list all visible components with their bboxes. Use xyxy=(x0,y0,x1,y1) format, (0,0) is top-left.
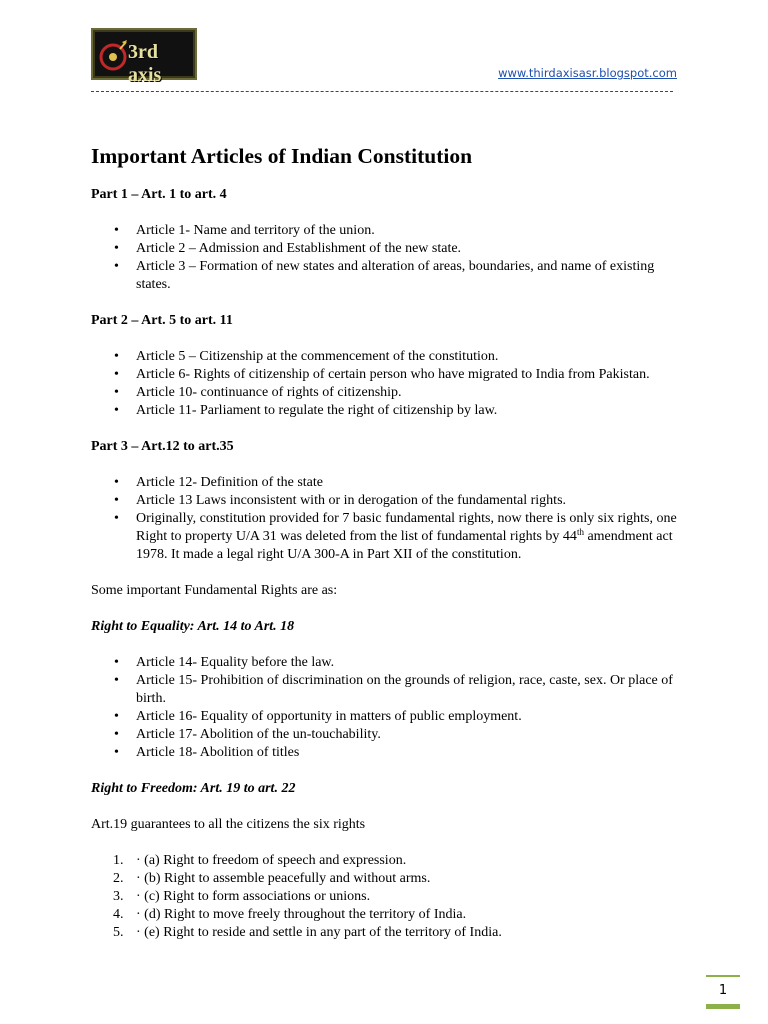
document-body xyxy=(91,142,691,942)
list-item: • Article 18- Abolition of titles xyxy=(91,744,691,762)
part2-heading: Part 2 – Art. 5 to art. 11 xyxy=(91,313,233,328)
part1-heading: Part 1 – Art. 1 to art. 4 xyxy=(91,187,227,202)
list-item-text: · (b) Right to assemble peacefully and without arms. xyxy=(136,871,431,886)
ordinal-suffix: th xyxy=(576,527,584,537)
page-number-box xyxy=(706,975,740,1009)
freedom-list xyxy=(91,852,691,942)
list-item: • Article 10- continuance of rights of citizenship. xyxy=(91,384,691,402)
list-item: • Article 13 Laws inconsistent with or in derogation of the fundamental rights. xyxy=(91,492,691,510)
part3-heading: Part 3 – Art.12 to art.35 xyxy=(91,439,234,454)
list-item xyxy=(91,510,691,564)
freedom-intro: Art.19 guarantees to all the citizens the six rights xyxy=(91,817,366,832)
equality-list xyxy=(91,654,691,762)
list-number: 1. xyxy=(113,853,124,868)
list-item: • Article 6- Rights of citizenship of certain person who have migrated to India from Pakistan. xyxy=(91,366,691,384)
equality-heading: Right to Equality: Art. 14 to Art. 18 xyxy=(91,619,295,634)
list-item-text: Originally, constitution provided for 7 basic fundamental rights, now there is only six rights, one Right to property U/A 31 was deleted from the list of fundamental rights by 44 xyxy=(136,511,677,544)
list-item: • Article 12- Definition of the state xyxy=(91,474,691,492)
page-number: 1 xyxy=(718,983,728,998)
list-item xyxy=(91,906,691,924)
list-number: 4. xyxy=(113,907,124,922)
list-item-text: amendment act 1978. It made a legal right U/A 300-A in Part XII of the constitution. xyxy=(136,529,673,562)
list-number: 2. xyxy=(113,871,124,886)
list-item: • Article 1- Name and territory of the union. xyxy=(91,222,691,240)
logo-text: 3rd axis xyxy=(128,41,162,86)
fundamental-rights-intro: Some important Fundamental Rights are as: xyxy=(91,583,338,598)
list-item xyxy=(91,924,691,942)
list-item: • Article 14- Equality before the law. xyxy=(91,654,691,672)
list-item xyxy=(91,870,691,888)
list-item: • Article 11- Parliament to regulate the right of citizenship by law. xyxy=(91,402,691,420)
site-logo xyxy=(91,28,197,86)
page-title: Important Articles of Indian Constitution xyxy=(91,144,473,168)
list-item xyxy=(91,852,691,870)
part2-list xyxy=(91,348,691,420)
list-number: 3. xyxy=(113,889,124,904)
header-divider xyxy=(91,91,673,92)
list-item: • Article 5 – Citizenship at the commencement of the constitution. xyxy=(91,348,691,366)
part1-list xyxy=(91,222,691,294)
list-item: • Article 15- Prohibition of discrimination on the grounds of religion, race, caste, sex. Or place of birth. xyxy=(91,672,691,708)
list-item-text: · (d) Right to move freely throughout the territory of India. xyxy=(136,907,467,922)
list-item-text: · (a) Right to freedom of speech and expression. xyxy=(136,853,407,868)
freedom-heading: Right to Freedom: Art. 19 to art. 22 xyxy=(91,781,296,796)
list-item-text: · (e) Right to reside and settle in any part of the territory of India. xyxy=(136,925,502,940)
list-item: • Article 3 – Formation of new states and alteration of areas, boundaries, and name of existing states. xyxy=(91,258,691,294)
part3-list xyxy=(91,474,691,564)
list-number: 5. xyxy=(113,925,124,940)
list-item: • Article 17- Abolition of the un-touchability. xyxy=(91,726,691,744)
list-item: • Article 16- Equality of opportunity in matters of public employment. xyxy=(91,708,691,726)
site-url-link[interactable]: www.thirdaxisasr.blogspot.com xyxy=(498,66,677,80)
list-item-text: · (c) Right to form associations or unions. xyxy=(136,889,371,904)
list-item: • Article 2 – Admission and Establishment of the new state. xyxy=(91,240,691,258)
list-item xyxy=(91,888,691,906)
